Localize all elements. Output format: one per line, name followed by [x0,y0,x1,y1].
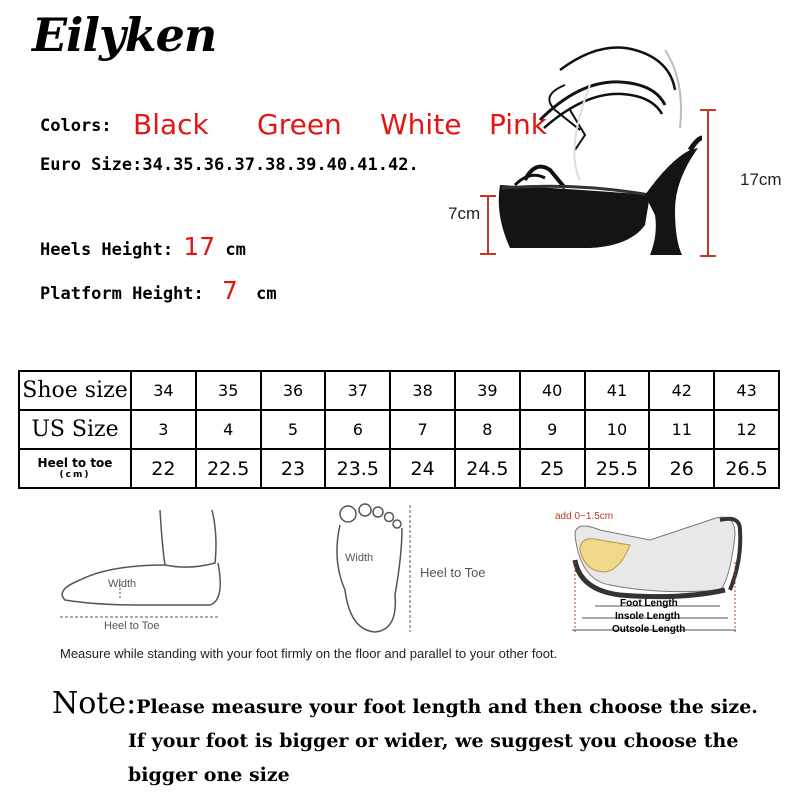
table-cell: 23.5 [325,449,390,488]
size-chart-table [18,370,780,489]
table-cell: 6 [325,410,390,449]
table-cell: 40 [520,371,585,410]
table-cell: 11 [649,410,714,449]
table-row-shoe-size [19,371,779,410]
heels-height-label: Heels Height: [40,240,174,260]
brand-logo: Eilyken [32,8,217,62]
outsole-length-label: Outsole Length [612,624,686,635]
measure-caption: Measure while standing with your foot firmly on the floor and parallel to your other foot. [60,646,558,661]
table-cell: 22.5 [196,449,261,488]
shoe-product-image [470,10,800,280]
heel-to-toe-label: Heel to toe [37,455,113,470]
platform-height-label: Platform Height: [40,284,204,304]
euro-size [40,155,419,175]
color-pink: Pink [489,108,548,141]
table-cell: 35 [196,371,261,410]
table-cell: 43 [714,371,779,410]
table-cell: 41 [585,371,650,410]
table-row-us-size [19,410,779,449]
color-black: Black [133,108,209,141]
table-cell: 25.5 [585,449,650,488]
color-white: White [380,108,462,141]
foot-length-label: Foot Length [620,598,678,609]
table-cell: 8 [455,410,520,449]
table-cell: 25 [520,449,585,488]
heel-dimension-label: 17cm [740,170,782,189]
table-cell: 26 [649,449,714,488]
table-cell: 3 [131,410,196,449]
table-cell: 23 [261,449,326,488]
row-label-us-size: US Size [19,410,131,449]
heels-height-value: 17 [183,232,216,261]
table-cell: 9 [520,410,585,449]
table-cell: 36 [261,371,326,410]
euro-size-value: 34.35.36.37.38.39.40.41.42. [142,155,419,175]
table-cell: 5 [261,410,326,449]
platform-height [40,276,277,305]
table-cell: 42 [649,371,714,410]
note-line-3: bigger one size [128,764,290,786]
table-row-heel-to-toe [19,449,779,488]
top-width-label: Width [345,552,374,564]
table-cell: 10 [585,410,650,449]
side-heel-to-toe-label: Heel to Toe [104,620,160,632]
heels-height [40,232,246,261]
table-cell: 34 [131,371,196,410]
note-block [52,686,792,721]
table-cell: 26.5 [714,449,779,488]
table-cell: 22 [131,449,196,488]
top-heel-to-toe-label: Heel to Toe [420,565,486,580]
side-width-label: Width [108,578,137,590]
heels-height-unit: cm [225,240,246,260]
note-line-2: If your foot is bigger or wider, we suggest you choose the [128,730,739,752]
table-cell: 24.5 [455,449,520,488]
table-cell: 39 [455,371,520,410]
platform-height-unit: cm [256,284,277,304]
row-label-shoe-size: Shoe size [19,371,131,410]
table-cell: 4 [196,410,261,449]
row-label-heel-to-toe [19,449,131,488]
euro-size-label: Euro Size: [40,155,143,175]
table-cell: 24 [390,449,455,488]
platform-height-value: 7 [222,276,238,305]
heel-to-toe-unit: (cm) [59,469,91,480]
insole-length-label: Insole Length [615,611,680,622]
note-heading: Note: [52,686,137,721]
table-cell: 12 [714,410,779,449]
platform-dimension-label: 7cm [448,204,481,223]
table-cell: 38 [390,371,455,410]
table-cell: 7 [390,410,455,449]
colors-label: Colors: [40,116,112,136]
color-green: Green [257,108,342,141]
insole-add-label: add 0~1.5cm [555,511,614,522]
note-line-1: Please measure your foot length and then choose the size. [136,696,758,718]
table-cell: 37 [325,371,390,410]
